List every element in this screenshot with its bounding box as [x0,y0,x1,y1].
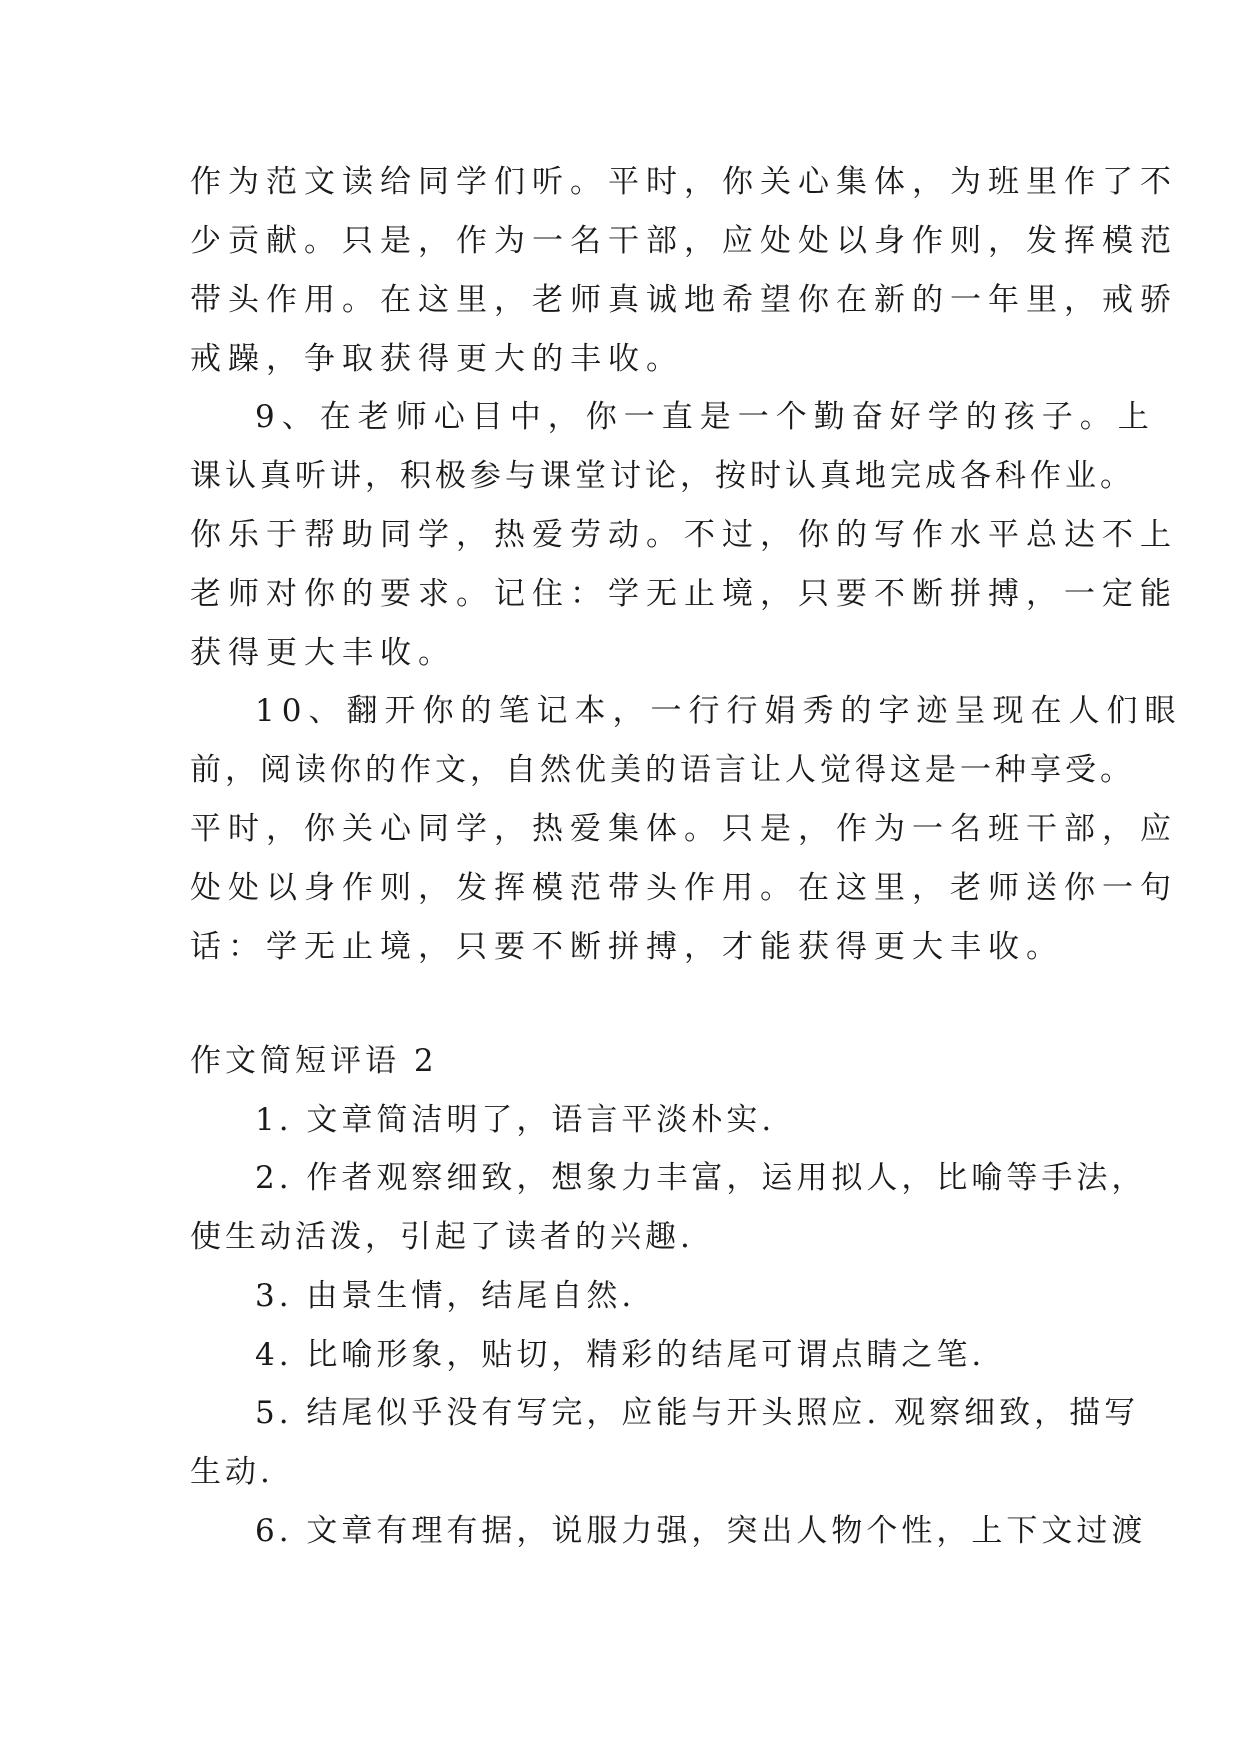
text-line: 生动. [190,1454,274,1490]
comment-item-4: 4. 比喻形象，贴切，精彩的结尾可谓点睛之笔. [255,1337,986,1373]
text-line: 话：学无止境，只要不断拼搏，才能获得更大丰收。 [190,929,1064,965]
section-heading: 作文简短评语 2 [190,1043,438,1079]
text-line: 前，阅读你的作文，自然优美的语言让人觉得这是一种享受。 [190,752,1135,788]
text-line: 带头作用。在这里，老师真诚地希望你在新的一年里，戒骄 [190,282,1178,318]
comment-item-6: 6. 文章有理有据，说服力强，突出人物个性，上下文过渡 [255,1513,1147,1549]
comment-item-5: 5. 结尾似乎没有写完，应能与开头照应. 观察细致，描写 [255,1395,1140,1431]
text-line: 戒躁，争取获得更大的丰收。 [190,341,684,377]
text-line: 你乐于帮助同学，热爱劳动。不过，你的写作水平总达不上 [190,517,1178,553]
text-line: 少贡献。只是，作为一名干部，应处处以身作则，发挥模范 [190,223,1178,259]
text-line: 平时，你关心同学，热爱集体。只是，作为一名班干部，应 [190,811,1178,847]
text-line: 作为范文读给同学们听。平时，你关心集体，为班里作了不 [190,164,1178,200]
text-line: 获得更大丰收。 [190,635,456,671]
text-line: 使生动活泼，引起了读者的兴趣. [190,1219,694,1255]
text-line: 课认真听讲，积极参与课堂讨论，按时认真地完成各科作业。 [190,458,1135,494]
text-line: 处处以身作则，发挥模范带头作用。在这里，老师送你一句 [190,870,1178,906]
text-line: 老师对你的要求。记住：学无止境，只要不断拼搏，一定能 [190,576,1178,612]
paragraph-10-start: 10、翻开你的笔记本，一行行娟秀的字迹呈现在人们眼 [255,693,1183,729]
comment-item-2: 2. 作者观察细致，想象力丰富，运用拟人，比喻等手法， [255,1160,1147,1196]
comment-item-1: 1. 文章简洁明了，语言平淡朴实. [255,1102,776,1138]
paragraph-9-start: 9、在老师心目中，你一直是一个勤奋好学的孩子。上 [255,399,1156,435]
comment-item-3: 3. 由景生情，结尾自然. [255,1278,636,1314]
